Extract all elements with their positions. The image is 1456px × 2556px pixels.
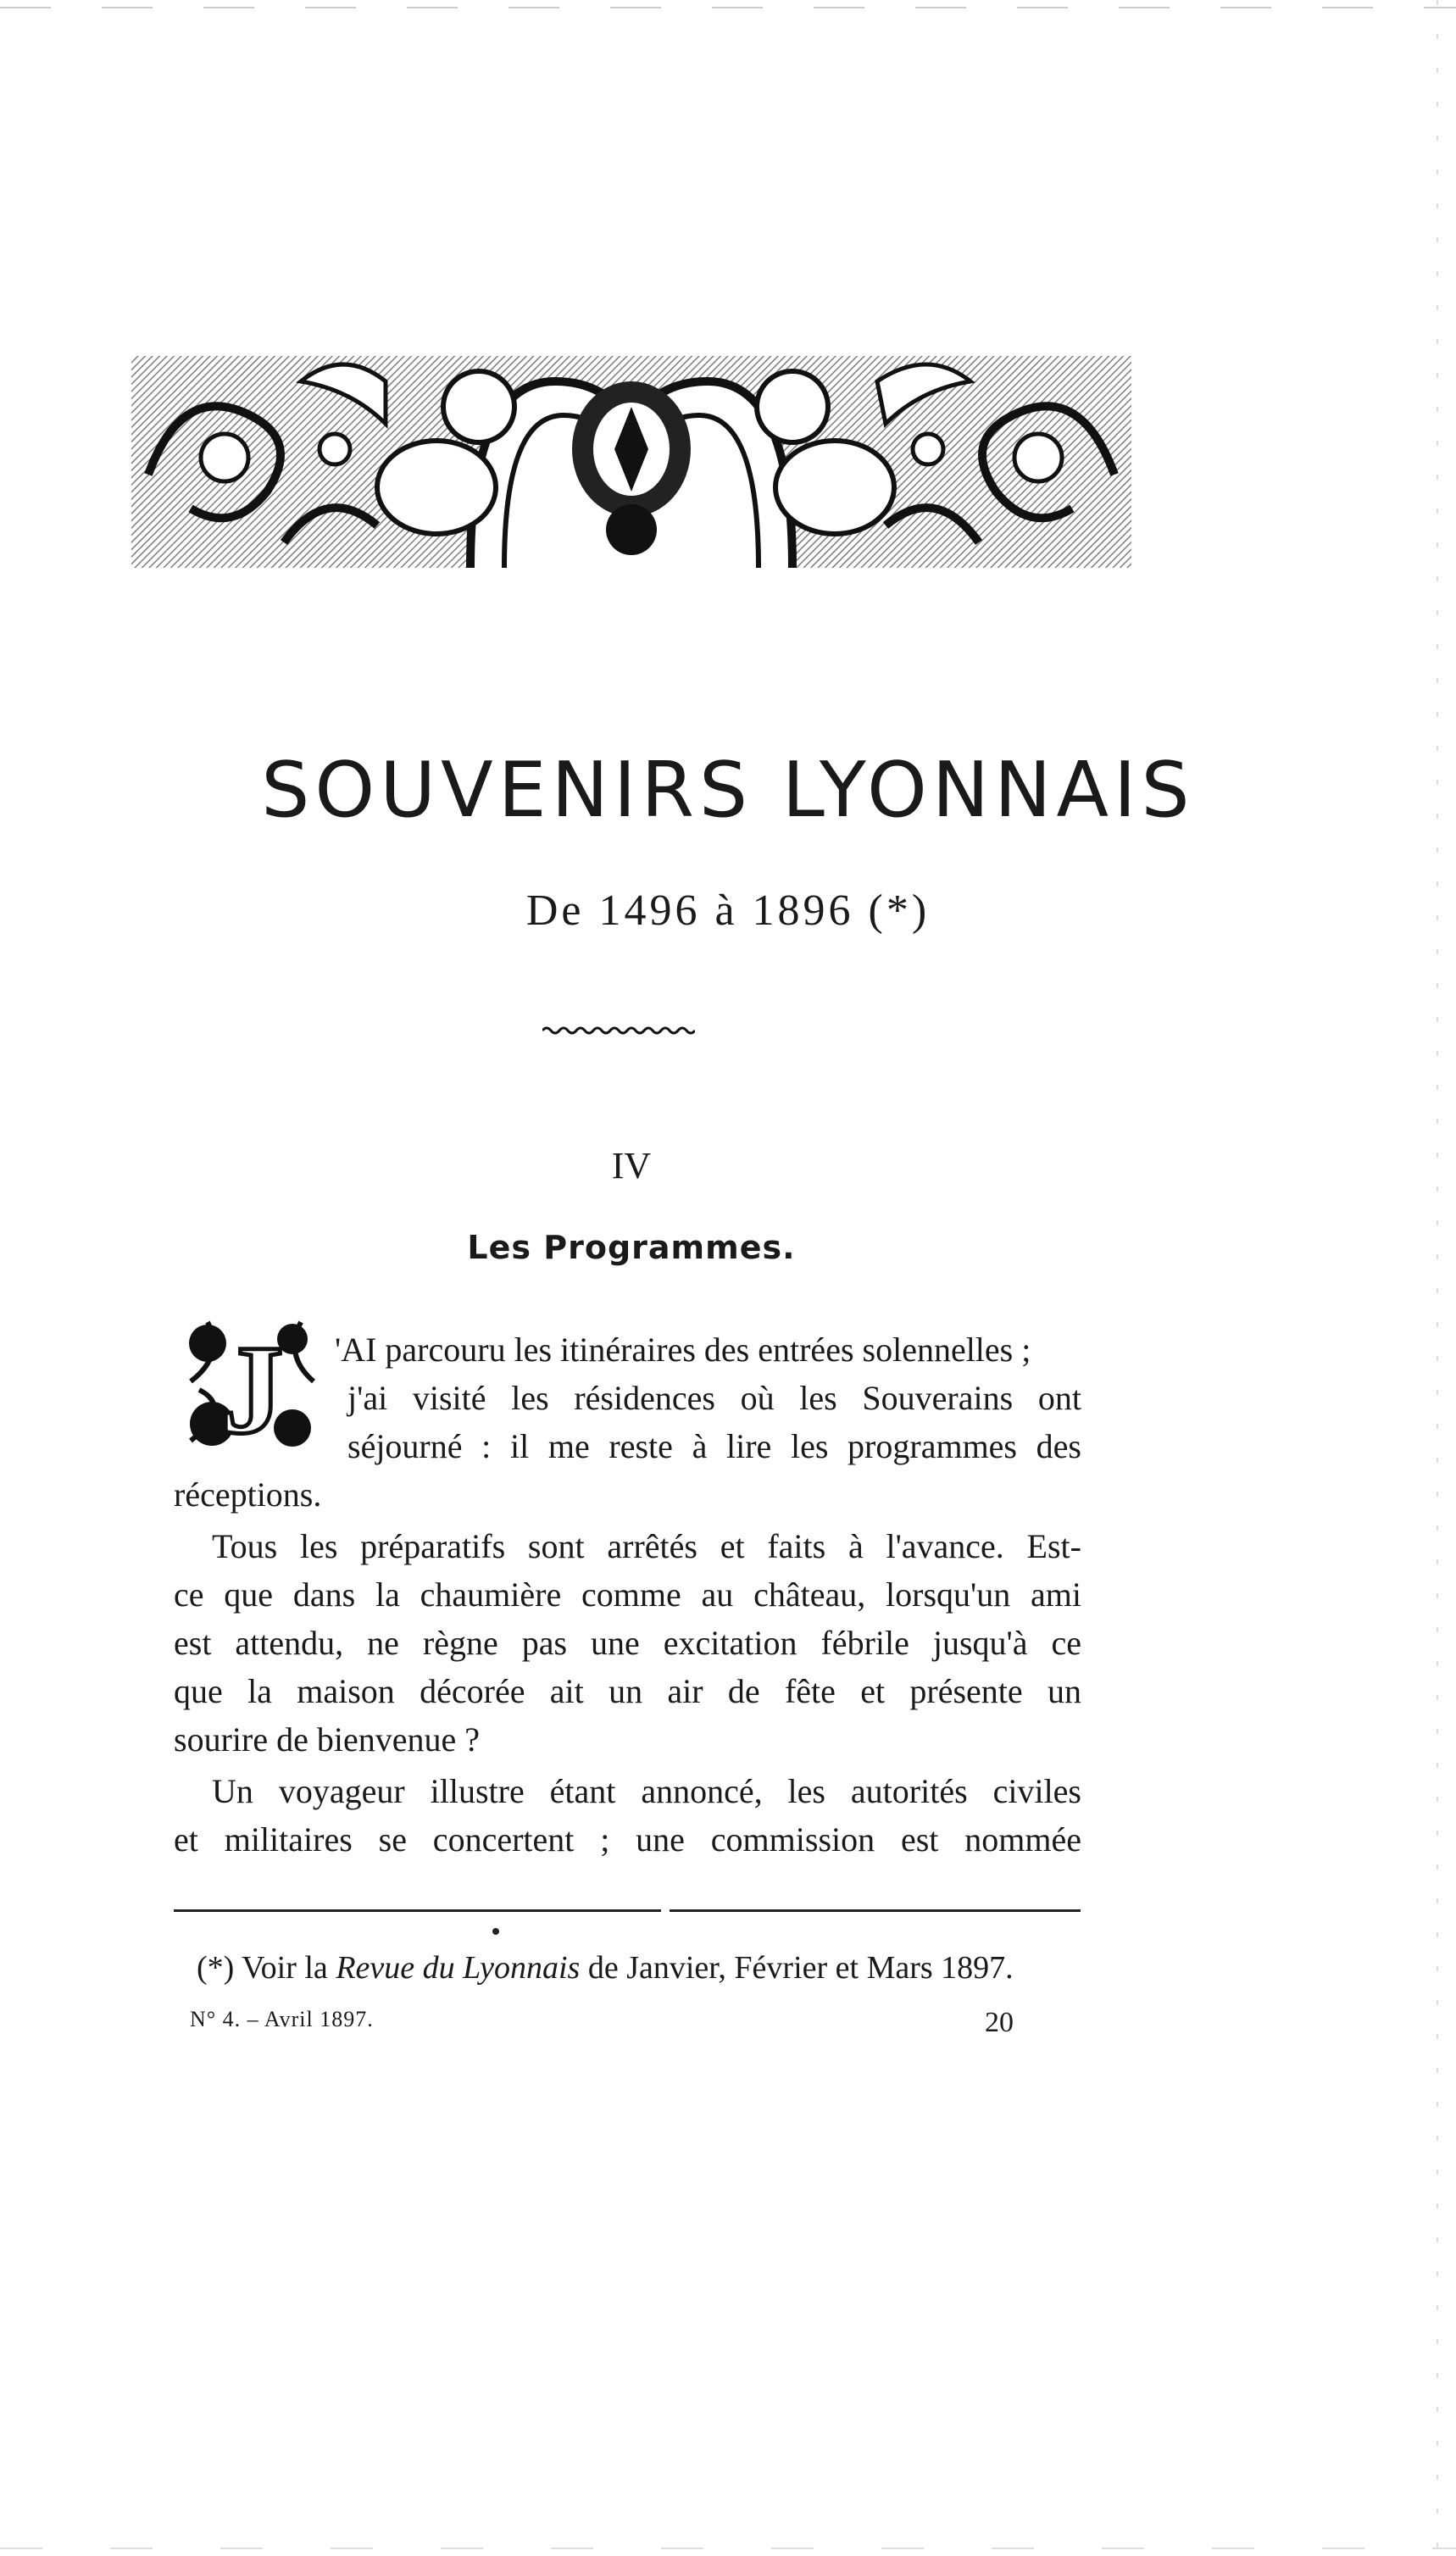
page-subtitle: De 1496 à 1896 (*)	[525, 886, 931, 935]
svg-text:J: J	[220, 1320, 284, 1460]
footnote: (*) Voir la Revue du Lyonnais de Janvier, Février et Mars 1897.	[197, 1950, 1014, 1986]
section-title: Les Programmes.	[467, 1229, 796, 1266]
scan-edge-right	[1437, 0, 1438, 2556]
text-line: séjourné : il me reste à lire les programmes des	[347, 1427, 1081, 1465]
ornamental-headpiece-icon	[131, 347, 1131, 576]
text-line: Un voyageur illustre étant annoncé, les autorités civiles	[212, 1772, 1081, 1810]
decorated-initial-J-icon	[174, 1305, 331, 1462]
text-line: et militaires se concertent ; une commission est nommée	[174, 1820, 1081, 1859]
rule-gap	[661, 1907, 670, 1914]
scan-edge-top	[0, 7, 1456, 8]
text-line: j'ai visité les résidences où les Souverains ont	[347, 1379, 1081, 1417]
wavy-divider	[542, 1024, 695, 1037]
ink-dot	[492, 1928, 499, 1935]
scan-edge-bottom	[0, 2548, 1456, 2549]
issue-info: N° 4. – Avril 1897.	[190, 2007, 374, 2031]
page-title: SOUVENIRS LYONNAIS	[261, 746, 1195, 835]
text-line: que la maison décorée ait un air de fête et présente un	[174, 1672, 1081, 1710]
text-line: est attendu, ne règne pas une excitation fébrile jusqu'à ce	[174, 1624, 1081, 1662]
text-line: sourire de bienvenue ?	[174, 1720, 480, 1759]
text-line: Tous les préparatifs sont arrêtés et faits à l'avance. Est-	[212, 1527, 1081, 1565]
text-line: réceptions.	[174, 1475, 322, 1514]
section-number: IV	[611, 1145, 652, 1186]
page-number: 20	[985, 2007, 1014, 2038]
text-line: 'AI parcouru les itinéraires des entrées solennelles ;	[335, 1331, 1031, 1369]
text-line: ce que dans la chaumière comme au château, lorsqu'un ami	[174, 1575, 1081, 1614]
footnote-rule	[174, 1909, 1081, 1912]
